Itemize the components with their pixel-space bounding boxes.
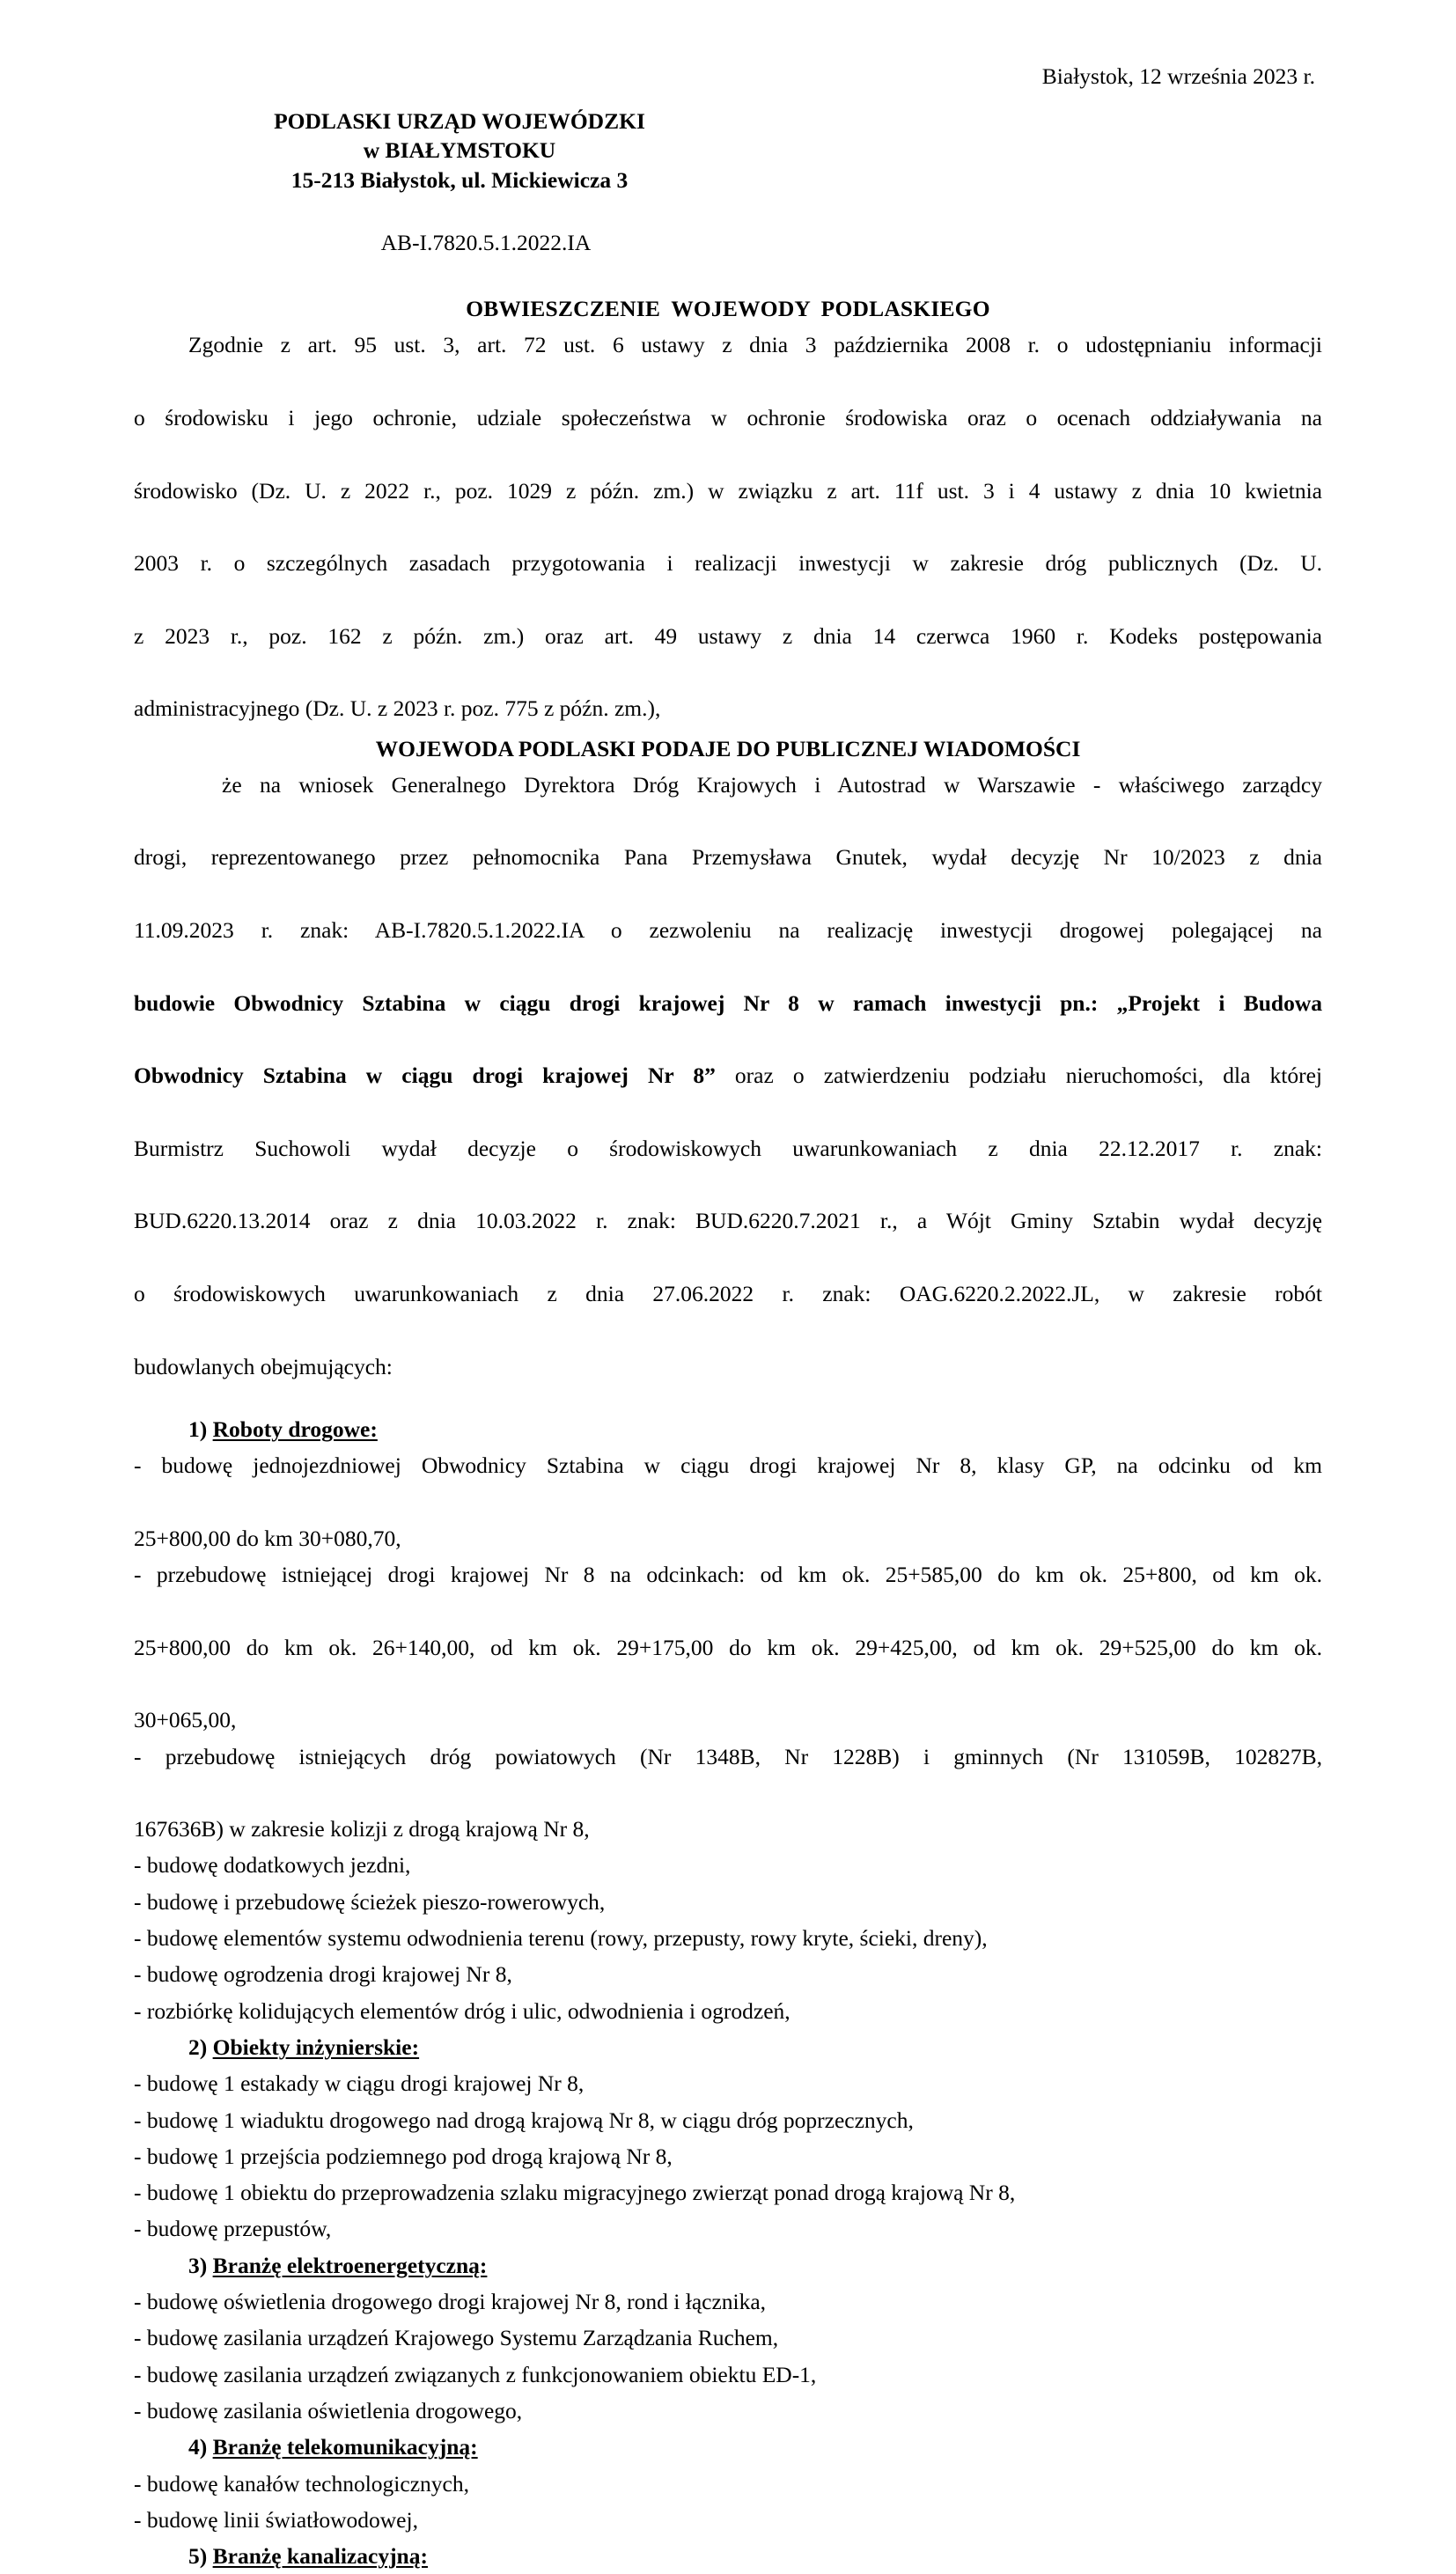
body-line-5-rest: oraz o zatwierdzeniu podziału nieruchomości, dla której (715, 1063, 1322, 1089)
section-heading-5 (134, 2538, 1322, 2574)
scope-sections (134, 1411, 1322, 2574)
list-item: - budowę i przebudowę ścieżek pieszo-rowerowych, (134, 1888, 606, 1915)
page-title: OBWIESZCZENIE WOJEWODY PODLASKIEGO (466, 296, 990, 322)
section-label: Roboty drogowe: (212, 1416, 378, 1442)
list-item: - budowę 1 wiaduktu drogowego nad drogą krajową Nr 8, w ciągu dróg poprzecznych, (134, 2107, 914, 2133)
list-item: - przebudowę istniejących dróg powiatowych (Nr 1348B, Nr 1228B) i gminnych (Nr 131059B, 102827B, (134, 1743, 1322, 1769)
letterhead-line-1: PODLASKI URZĄD WOJEWÓDZKI (274, 108, 645, 135)
body-line-4-bold (134, 985, 1322, 1058)
body-line-9: budowlanych obejmujących: (134, 1353, 393, 1379)
list-item: - budowę oświetlenia drogowego drogi krajowej Nr 8, rond i łącznika, (134, 2289, 767, 2315)
list-item: 30+065,00, (134, 1707, 237, 1733)
letterhead-line-3: 15-213 Białystok, ul. Mickiewicza 3 (290, 166, 629, 193)
body-paragraph (134, 767, 1322, 1385)
body-line-5 (134, 1057, 1322, 1130)
section-heading-2 (134, 2029, 1322, 2065)
list-item: - budowę dodatkowych jezdni, (134, 1852, 411, 1879)
investment-name-part-1: budowie Obwodnicy Sztabina w ciągu drogi krajowej Nr 8 w ramach inwestycji pn.: „Projekt i Budowa (134, 989, 1322, 1016)
section-label: Branżę kanalizacyjną: (212, 2543, 428, 2570)
section-number: 5) (188, 2543, 213, 2570)
body-line-6: Burmistrz Suchowoli wydał decyzje o środowiskowych uwarunkowaniach z dnia 22.12.2017 r. znak: (134, 1135, 1322, 1161)
list-item: - budowę jednojezdniowej Obwodnicy Sztabina w ciągu drogi krajowej Nr 8, klasy GP, na odcinku od km (134, 1452, 1322, 1479)
list-item: - budowę kanałów technologicznych, (134, 2470, 469, 2497)
section-number: 2) (188, 2033, 213, 2060)
date-line: Białystok, 12 września 2023 r. (1041, 63, 1315, 89)
list-item: 25+800,00 do km ok. 26+140,00, od km ok. 29+175,00 do km ok. 29+425,00, od km ok. 29+525,00 do km ok. (134, 1634, 1322, 1660)
list-item: - budowę elementów systemu odwodnienia terenu (rowy, przepusty, rowy kryte, ścieki, dreny), (134, 1925, 988, 1952)
list-item: - budowę zasilania urządzeń Krajowego Systemu Zarządzania Ruchem, (134, 2325, 779, 2351)
list-item: - budowę przepustów, (134, 2216, 332, 2242)
section-label: Obiekty inżynierskie: (212, 2033, 420, 2060)
section-heading-4 (134, 2429, 1322, 2465)
list-item: - budowę 1 przejścia podziemnego pod drogą krajową Nr 8, (134, 2143, 673, 2169)
legal-basis-line-5: z 2023 r., poz. 162 z późn. zm.) oraz art. 49 ustawy z dnia 14 czerwca 1960 r. Kodeks postępowania (134, 622, 1322, 649)
body-line-8: o środowiskowych uwarunkowaniach z dnia 27.06.2022 r. znak: OAG.6220.2.2022.JL, w zakresie robót (134, 1281, 1322, 1307)
section-label: Branżę elektroenergetyczną: (212, 2252, 488, 2278)
list-item: - budowę 1 obiektu do przeprowadzenia szlaku migracyjnego zwierząt ponad drogą krajową Nr 8, (134, 2180, 1016, 2206)
investment-name-part-2: Obwodnicy Sztabina w ciągu drogi krajowej Nr 8” (134, 1063, 716, 1089)
list-item: 25+800,00 do km 30+080,70, (134, 1525, 401, 1551)
body-line-2: drogi, reprezentowanego przez pełnomocnika Pana Przemysława Gnutek, wydał decyzję Nr 10/2023 z dnia (134, 844, 1322, 871)
list-item: - budowę zasilania oświetlenia drogowego, (134, 2397, 523, 2423)
section-label: Branżę telekomunikacyjną: (212, 2434, 478, 2460)
letterhead (143, 107, 776, 194)
legal-basis-line-4: 2003 r. o szczególnych zasadach przygotowania i realizacji inwestycji w zakresie dróg publicznych (Dz. U. (134, 550, 1322, 577)
list-item: - przebudowę istniejącej drogi krajowej Nr 8 na odcinkach: od km ok. 25+585,00 do km ok. 25+800, od km ok. (134, 1562, 1322, 1588)
reference-number: AB-I.7820.5.1.2022.IA (380, 229, 592, 255)
list-item: - budowę 1 estakady w ciągu drogi krajowej Nr 8, (134, 2070, 585, 2097)
legal-basis-line-2: o środowisku i jego ochronie, udziale społeczeństwa w ochronie środowiska oraz o ocenach oddziaływania na (134, 404, 1322, 430)
list-item: - budowę linii światłowodowej, (134, 2506, 418, 2533)
legal-basis-line-3: środowisko (Dz. U. z 2022 r., poz. 1029 z późn. zm.) w związku z art. 11f ust. 3 i 4 ustawy z dnia 10 kwietnia (134, 477, 1322, 504)
section-number: 1) (188, 1416, 213, 1442)
letterhead-line-2: w BIAŁYMSTOKU (363, 137, 556, 164)
list-item: - budowę zasilania urządzeń związanych z funkcjonowaniem obiektu ED-1, (134, 2361, 817, 2387)
section-heading-3 (134, 2247, 1322, 2284)
list-item: - rozbiórkę kolidujących elementów dróg i ulic, odwodnienia i ogrodzeń, (134, 1997, 791, 2024)
legal-basis-line-6: administracyjnego (Dz. U. z 2023 r. poz. 775 z późn. zm.), (134, 695, 661, 722)
list-item: - budowę ogrodzenia drogi krajowej Nr 8, (134, 1961, 512, 1988)
section-number: 3) (188, 2252, 213, 2278)
legal-basis-line-1: Zgodnie z art. 95 ust. 3, art. 72 ust. 6 ustawy z dnia 3 października 2008 r. o udostępnianiu informacji (188, 332, 1322, 358)
section-heading-1 (134, 1411, 1322, 1447)
body-line-7: BUD.6220.13.2014 oraz z dnia 10.03.2022 r. znak: BUD.6220.7.2021 r., a Wójt Gminy Sztabin wydał decyzję (134, 1208, 1322, 1234)
section-number: 4) (188, 2434, 213, 2460)
announcement-heading: WOJEWODA PODLASKI PODAJE DO PUBLICZNEJ WIADOMOŚCI (375, 735, 1081, 761)
legal-basis-paragraph (134, 327, 1322, 726)
list-item: 167636B) w zakresie kolizji z drogą krajową Nr 8, (134, 1816, 590, 1842)
section-gap (134, 1385, 1322, 1411)
body-line-1: że na wniosek Generalnego Dyrektora Dróg Krajowych i Autostrad w Warszawie - właściwego zarządcy (222, 771, 1322, 798)
body-line-3: 11.09.2023 r. znak: AB-I.7820.5.1.2022.IA o zezwoleniu na realizację inwestycji drogowej polegającej na (134, 917, 1322, 944)
